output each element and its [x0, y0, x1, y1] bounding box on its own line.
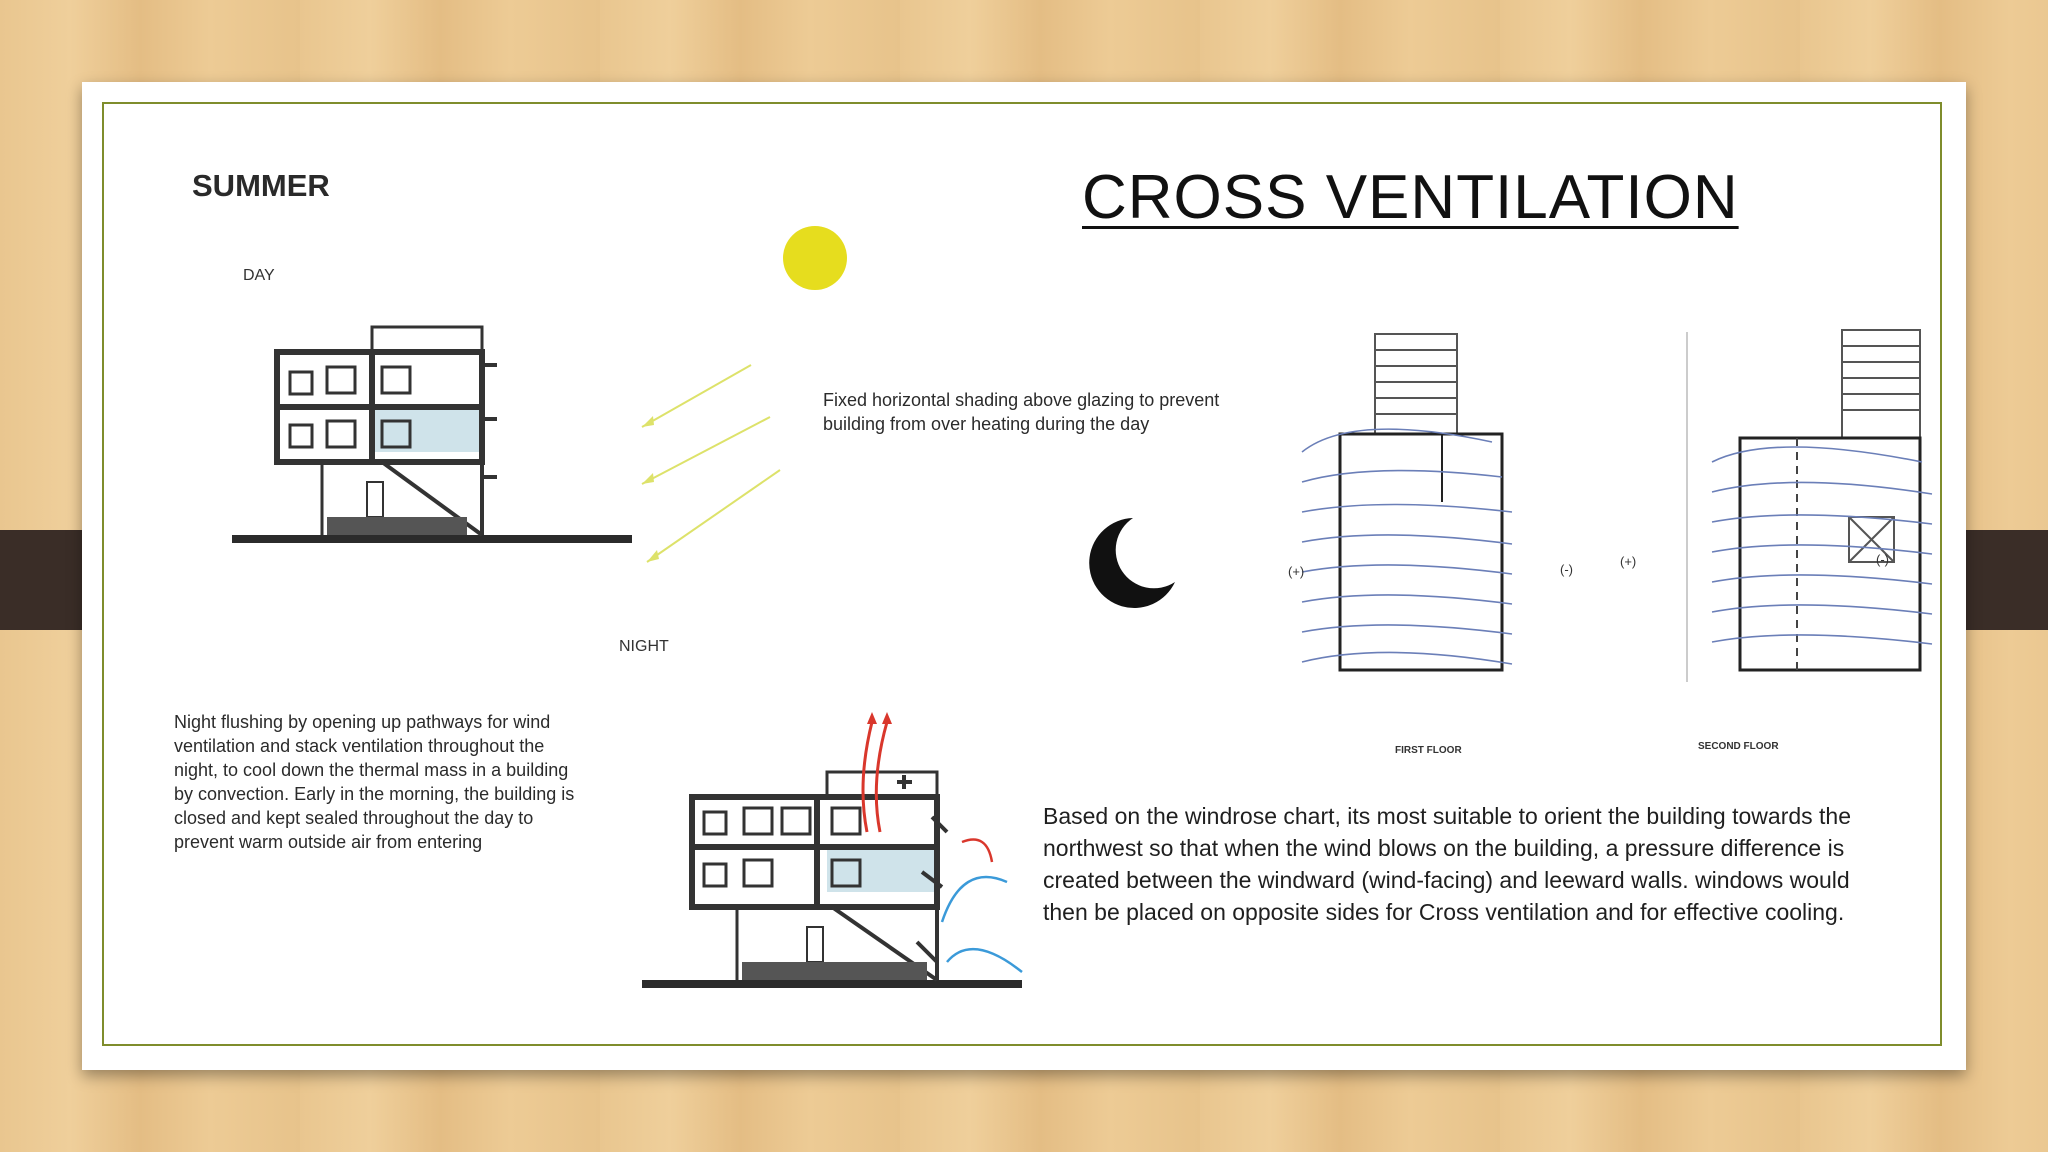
slide-title: CROSS VENTILATION: [1082, 163, 1739, 232]
night-flushing-note: Night flushing by opening up pathways for wind ventilation and stack ventilation throughout the night, to cool down the thermal mass in a building by convection. Early in the morning, the building is closed and kept sealed throughout the day to prevent warm outside air from entering: [174, 712, 575, 852]
windrose-note: Based on the windrose chart, its most suitable to orient the building towards the northwest so that when the wind blows on the building, a pressure difference is created between the windward (wind-facing) and leeward walls. windows would then be placed on opposite sides for Cross ventilation and for effective cooling.: [1043, 803, 1852, 925]
night-building-section: [642, 632, 1112, 992]
slide: [82, 82, 1966, 1070]
plus-sign-second: (+): [1620, 554, 1637, 569]
floor-plans: [1272, 312, 1952, 692]
minus-sign-first: (-): [1560, 562, 1573, 577]
second-floor-label: SECOND FLOOR: [1698, 741, 1779, 752]
wind-flow-second: [1712, 447, 1932, 644]
second-floor-plan: [1740, 330, 1920, 670]
night-label: NIGHT: [619, 638, 669, 655]
first-floor-label: FIRST FLOOR: [1395, 745, 1462, 756]
moon-icon: [1085, 512, 1185, 612]
season-heading: SUMMER: [192, 168, 330, 203]
plus-sign-first: (+): [1288, 564, 1305, 579]
first-floor-plan: [1340, 334, 1502, 670]
wind-flow-first: [1302, 429, 1512, 664]
day-label: DAY: [243, 267, 275, 284]
shading-note: Fixed horizontal shading above glazing to prevent building from over heating during the day: [823, 390, 1220, 434]
day-building-section: [232, 317, 652, 547]
minus-sign-second: (-): [1876, 552, 1889, 567]
